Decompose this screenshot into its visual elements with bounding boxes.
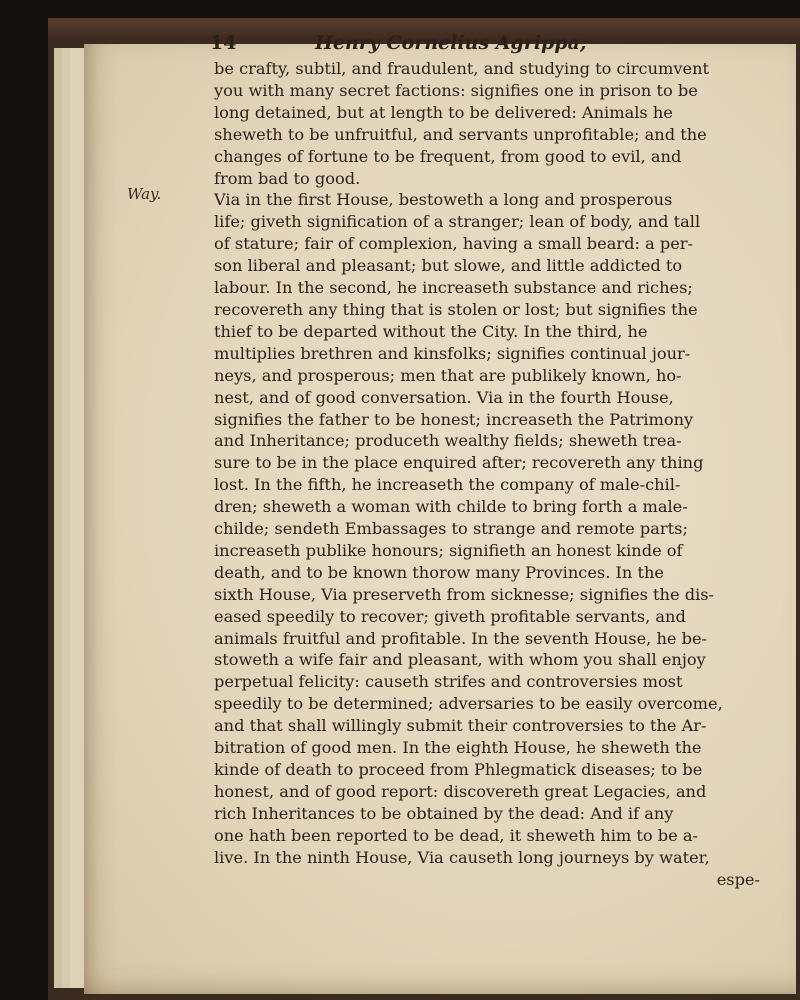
catchword: espe- xyxy=(716,869,760,889)
text-line: labour. In the second, he increaseth substance and riches; xyxy=(214,278,693,298)
text-line: signifies the father to be honest; increaseth the Patrimony xyxy=(214,409,694,429)
text-line: live. In the ninth House, Via causeth long journeys by water, xyxy=(214,847,710,867)
margin-note: Way. xyxy=(127,185,162,203)
text-line: death, and to be known thorow many Provinces. In the xyxy=(214,562,665,582)
text-line: be crafty, subtil, and fraudulent, and studying to circumvent xyxy=(214,59,710,78)
text-line: honest, and of good report: discovereth great Legacies, and xyxy=(214,781,707,801)
text-line: sixth House, Via preserveth from sicknesse; signifies the dis- xyxy=(214,584,715,604)
text-line: thief to be departed without the City. In the third, he xyxy=(214,321,648,341)
text-line: from bad to good. xyxy=(214,168,361,188)
text-line: life; giveth signification of a stranger; lean of body, and tall xyxy=(214,212,701,232)
text-line: lost. In the fifth, he increaseth the company of male-chil- xyxy=(214,475,681,495)
text-line: recovereth any thing that is stolen or lost; but signifies the xyxy=(214,299,698,319)
running-title: Henry Cornelius Agrippa, xyxy=(315,32,587,54)
text-line: kinde of death to proceed from Phlegmatick diseases; to be xyxy=(214,760,703,779)
text-line: childe; sendeth Embassages to strange and remote parts; xyxy=(214,519,688,539)
text-line: changes of fortune to be frequent, from good to evil, and xyxy=(214,146,682,166)
text-line: rich Inheritances to be obtained by the dead: And if any xyxy=(214,803,674,823)
text-line: dren; sheweth a woman with childe to bring forth a male- xyxy=(214,497,688,517)
text-line: sheweth to be unfruitful, and servants unprofitable; and the xyxy=(214,124,707,144)
text-line: long detained, but at length to be delivered: Animals he xyxy=(214,102,673,122)
text-line: neys, and prosperous; men that are publikely known, ho- xyxy=(214,365,682,385)
text-line: you with many secret factions: signifies one in prison to be xyxy=(214,80,698,100)
page-header xyxy=(210,32,660,58)
body-text xyxy=(214,58,760,890)
text-line: bitration of good men. In the eighth House, he sheweth the xyxy=(214,738,702,758)
text-line: and that shall willingly submit their controversies to the Ar- xyxy=(214,716,707,736)
text-line: stoweth a wife fair and pleasant, with whom you shall enjoy xyxy=(214,650,706,670)
text-line: one hath been reported to be dead, it sheweth him to be a- xyxy=(214,825,698,845)
text-line: and Inheritance; produceth wealthy fields; sheweth trea- xyxy=(214,431,682,451)
text-line: speedily to be determined; adversaries to be easily overcome, xyxy=(214,694,723,714)
text-line: nest, and of good conversation. Via in the fourth House, xyxy=(214,387,674,407)
text-line: animals fruitful and profitable. In the seventh House, he be- xyxy=(214,628,708,648)
text-line: increaseth publike honours; signifieth an honest kinde of xyxy=(214,540,683,560)
text-line: sure to be in the place enquired after; recovereth any thing xyxy=(214,453,704,473)
page-number: 14 xyxy=(210,32,237,54)
text-line: Via in the first House, bestoweth a long and prosperous xyxy=(214,190,673,210)
text-line: son liberal and pleasant; but slowe, and little addicted to xyxy=(214,256,683,276)
text-line: multiplies brethren and kinsfolks; signifies continual jour- xyxy=(214,343,691,363)
text-line: of stature; fair of complexion, having a small beard: a per- xyxy=(214,234,694,254)
text-line: eased speedily to recover; giveth profitable servants, and xyxy=(214,606,686,626)
text-line: perpetual felicity: causeth strifes and controversies most xyxy=(214,672,683,692)
